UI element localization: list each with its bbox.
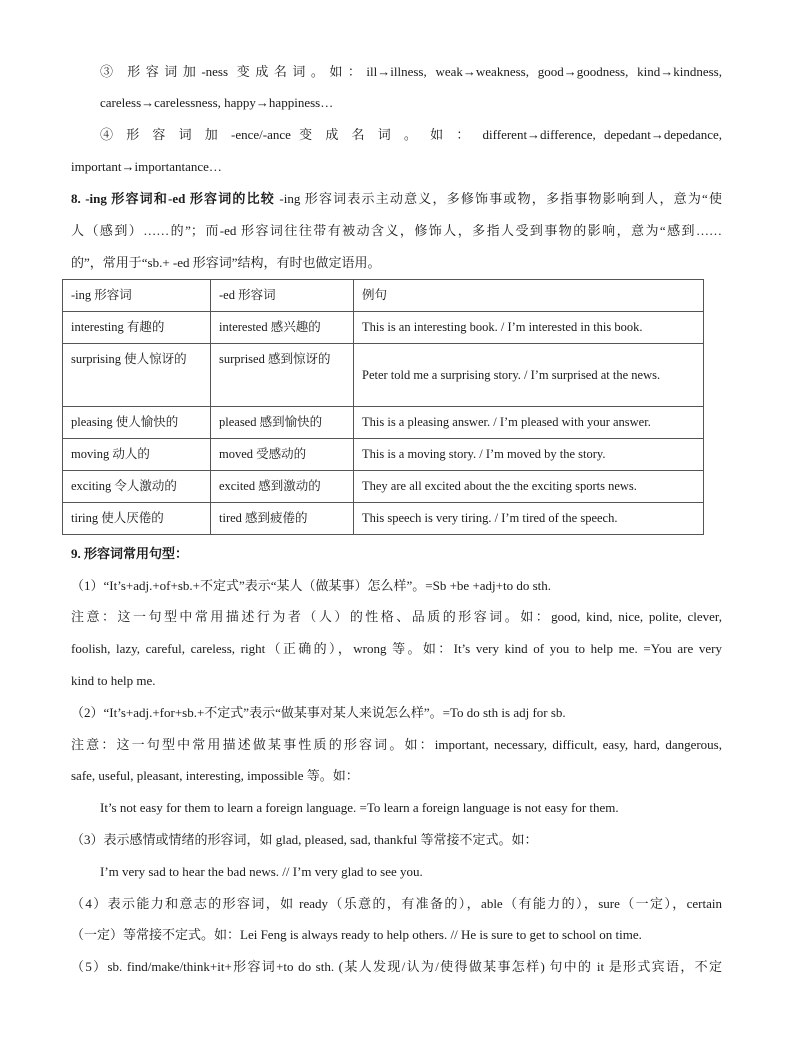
text-line: important→importantance… (71, 159, 222, 174)
table-cell: tiring 使人厌倦的 (63, 503, 211, 535)
table-cell: surprised 感到惊讶的 (211, 344, 354, 407)
table-cell: moved 受感动的 (211, 439, 354, 471)
text-line: foolish, lazy, careful, careless, right（正确的），wrong 等。如：It’s very kind of you to help me. =You are very (71, 641, 722, 656)
table-cell: pleasing 使人愉快的 (63, 407, 211, 439)
text-line: （一定）等常接不定式。如：Lei Feng is always ready to help others. // He is sure to get to school on time. (71, 927, 642, 942)
table-cell: pleased 感到愉快的 (211, 407, 354, 439)
table-cell-text: Peter told me a surprising story. / I’m surprised at the news. (362, 367, 661, 382)
text-line: ③ 形容词加-ness 变成名词。如：ill→illness, weak→weakness, good→goodness, kind→kindness, (100, 64, 722, 79)
table-header-cell: 例句 (354, 280, 704, 312)
table-cell: tired 感到疲倦的 (211, 503, 354, 535)
table-row (63, 439, 704, 471)
section-9-title: 9. 形容词常用句型： (71, 546, 189, 561)
table-cell: This is a moving story. / I’m moved by the story. (354, 439, 704, 471)
table-cell (354, 344, 704, 407)
text-line: （4）表示能力和意志的形容词，如 ready（乐意的，有准备的），able（有能力的），sure（一定），certain (71, 896, 722, 911)
text-line: （1）“It’s+adj.+of+sb.+不定式”表示“某人（做某事）怎么样”。=Sb +be +adj+to do sth. (71, 578, 552, 593)
text-line: safe, useful, pleasant, interesting, impossible 等。如： (71, 768, 359, 783)
table-cell: surprising 使人惊讶的 (63, 344, 211, 407)
table-row (63, 407, 704, 439)
table-row (63, 344, 704, 407)
section-8-heading-line (71, 189, 722, 209)
table-cell: This is an interesting book. / I’m interested in this book. (354, 312, 704, 344)
table-cell: interested 感兴趣的 (211, 312, 354, 344)
table-cell: This is a pleasing answer. / I’m pleased with your answer. (354, 407, 704, 439)
text-line: kind to help me. (71, 673, 156, 688)
text-line: 注意：这一句型中常用描述行为者（人）的性格、品质的形容词。如：good, kind, nice, polite, clever, (71, 609, 722, 624)
comparison-table (62, 279, 704, 535)
text-line: （5）sb. find/make/think+it+形容词+to do sth. (某人发现/认为/使得做某事怎样) 句中的 it 是形式宾语，不定 (71, 959, 722, 974)
text-line: （3）表示感情或情绪的形容词，如 glad, pleased, sad, thankful 等常接不定式。如： (71, 832, 538, 847)
table-row (63, 312, 704, 344)
table-cell: interesting 有趣的 (63, 312, 211, 344)
table-header-cell: -ed 形容词 (211, 280, 354, 312)
text-line: 注意：这一句型中常用描述做某事性质的形容词。如：important, necessary, difficult, easy, hard, dangerous, (71, 737, 722, 752)
table-cell: moving 动人的 (63, 439, 211, 471)
section-8-intro: -ing 形容词表示主动意义，多修饰事或物，多指事物影响到人，意为“使 (274, 191, 722, 206)
table-row (63, 503, 704, 535)
text-line: （2）“It’s+adj.+for+sb.+不定式”表示“做某事对某人来说怎么样”。=To do sth is adj for sb. (71, 705, 566, 720)
text-line: I’m very sad to hear the bad news. // I’m very glad to see you. (100, 864, 423, 879)
table-header-cell: -ing 形容词 (63, 280, 211, 312)
section-8-title: 8. -ing 形容词和-ed 形容词的比较 (71, 191, 275, 206)
text-line: 的”，常用于“sb.+ -ed 形容词”结构，有时也做定语用。 (71, 255, 381, 270)
table-row (63, 471, 704, 503)
table-cell: This speech is very tiring. / I’m tired of the speech. (354, 503, 704, 535)
table-cell: excited 感到激动的 (211, 471, 354, 503)
table-cell: exciting 令人激动的 (63, 471, 211, 503)
text-line: ④ 形 容 词 加 -ence/-ance 变 成 名 词 。 如 ： different→difference, depedant→depedance, (100, 127, 722, 142)
table-cell: They are all excited about the the exciting sports news. (354, 471, 704, 503)
text-line: careless→carelessness, happy→happiness… (100, 95, 334, 110)
text-line: 人（感到）……的”；而-ed 形容词往往带有被动含义，修饰人，多指人受到事物的影响，意为“感到…… (71, 223, 722, 238)
text-line: It’s not easy for them to learn a foreign language. =To learn a foreign language is not easy for them. (100, 800, 619, 815)
table-header-row (63, 280, 704, 312)
